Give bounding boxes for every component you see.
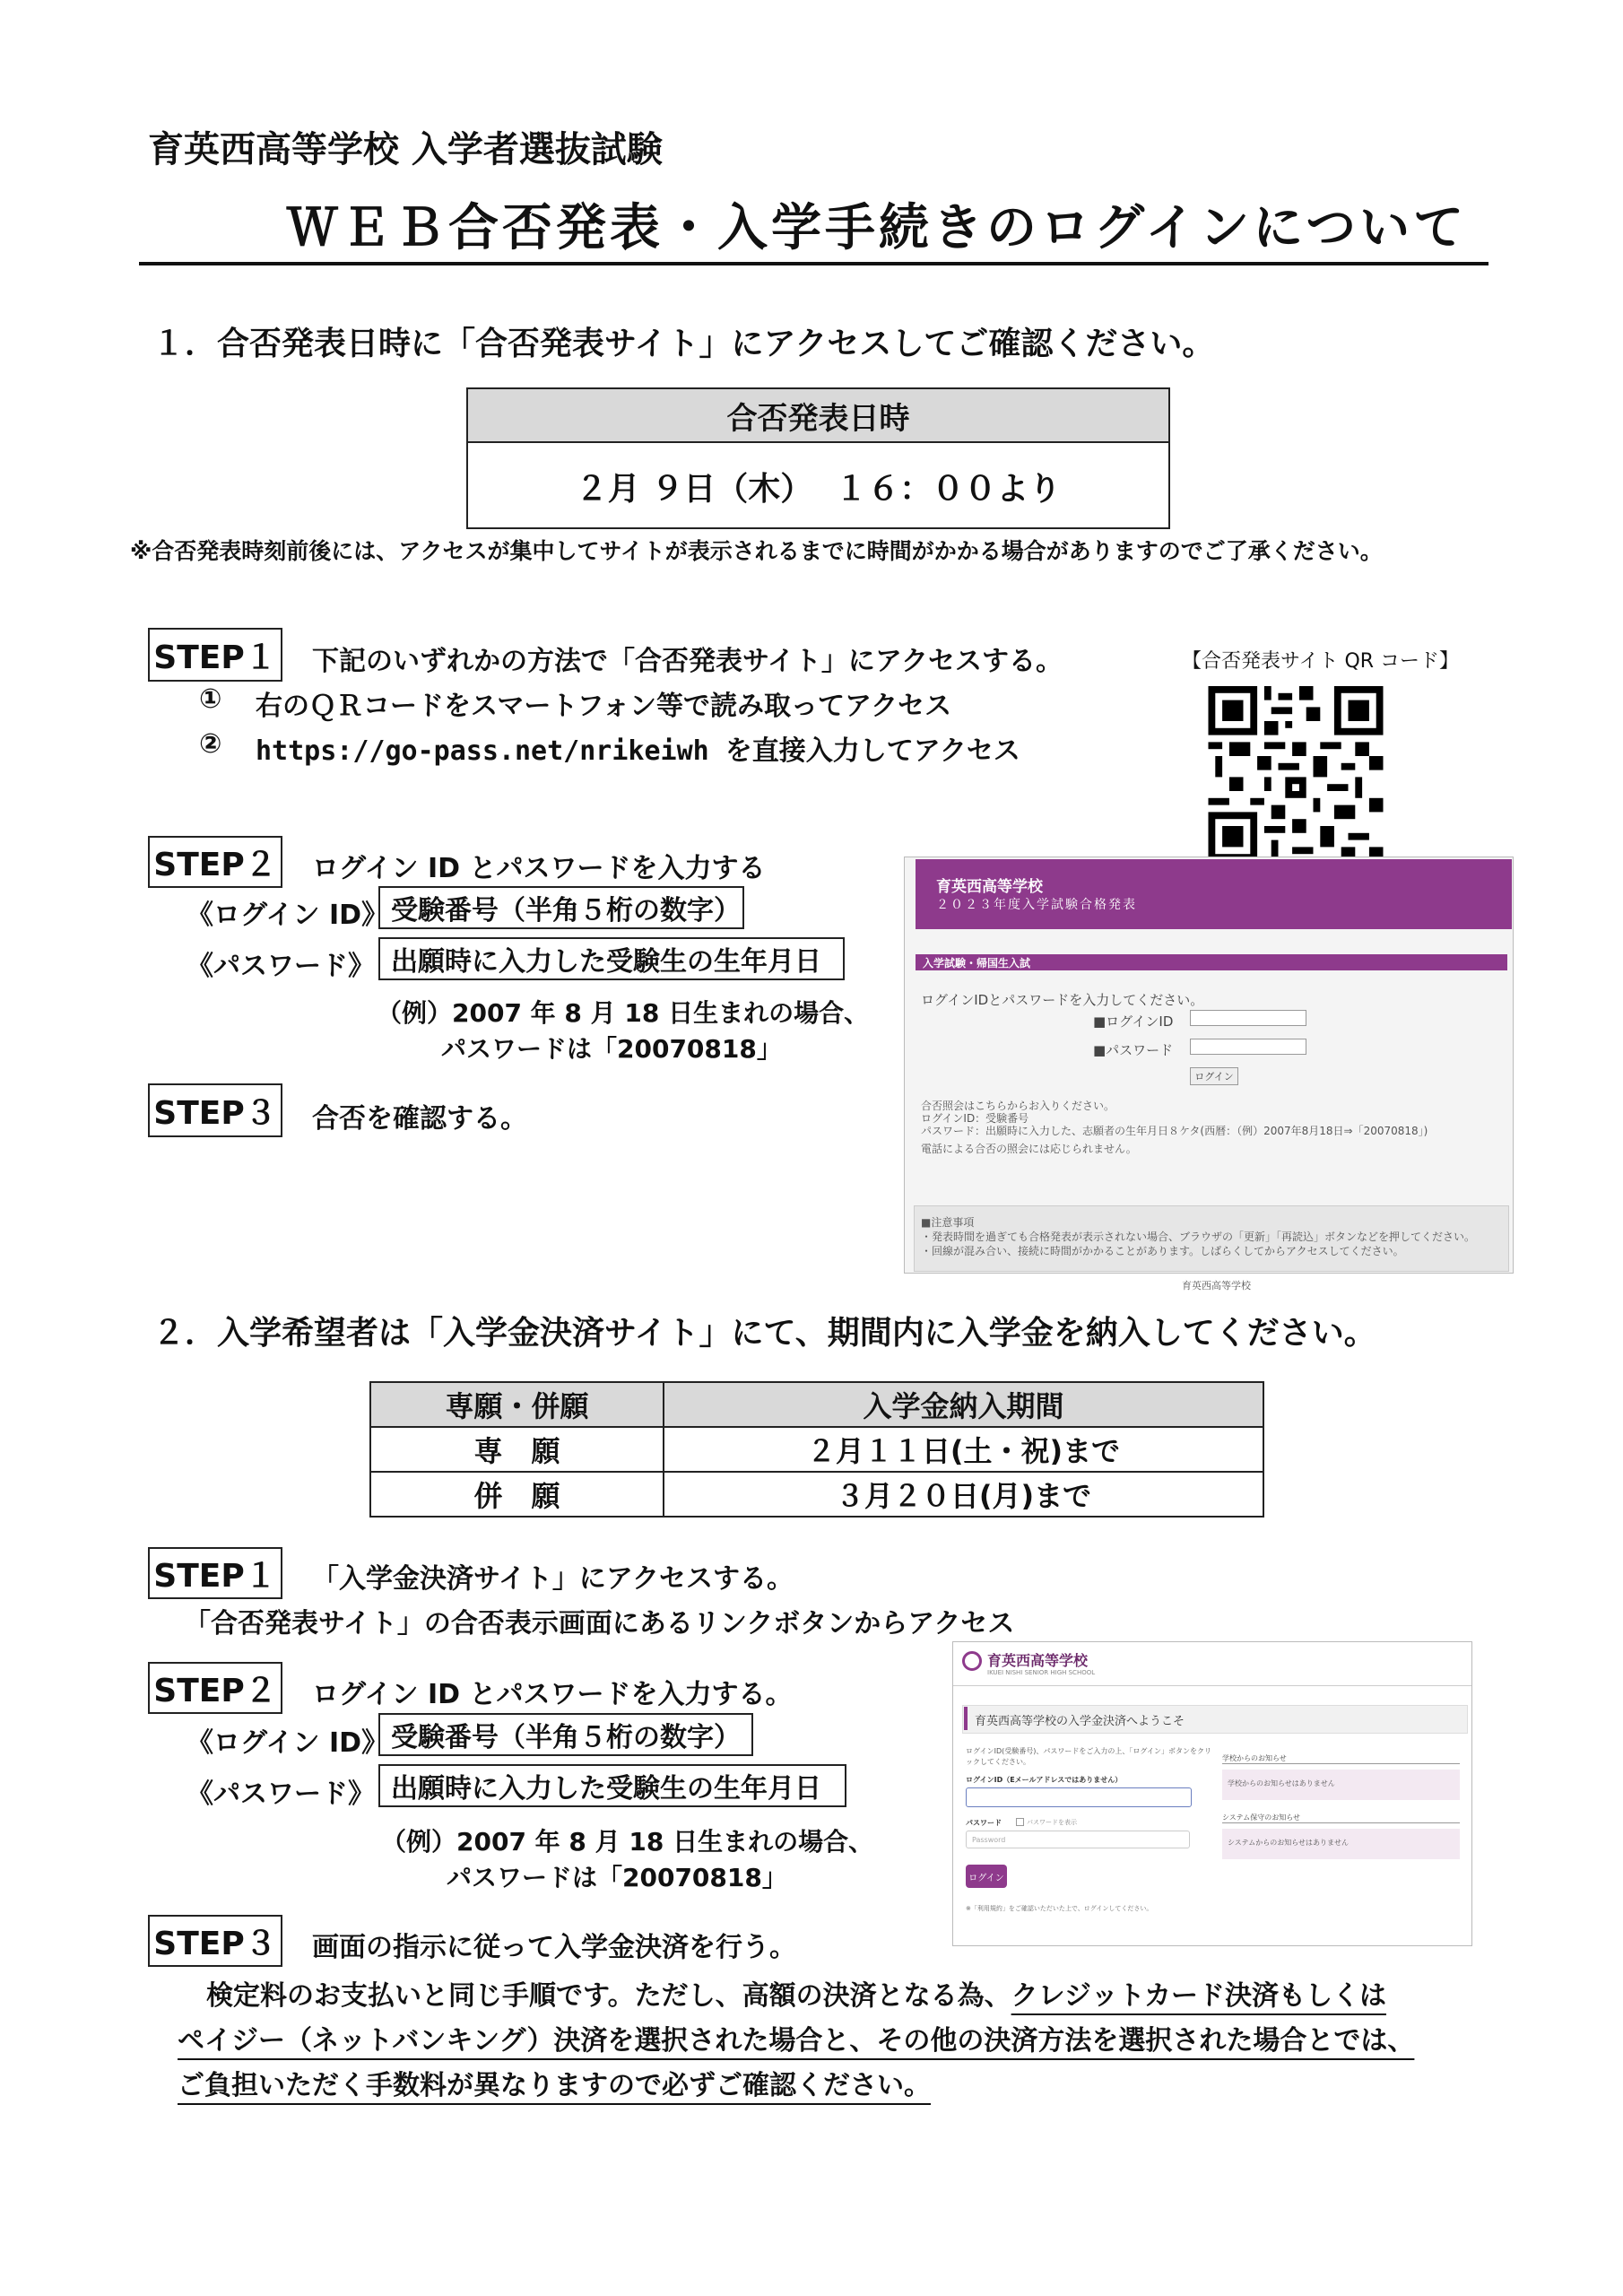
results-site-note2: ・回線が混み合い、接続に時間がかかることがあります。しばらくしてからアクセスしてください。 [921, 1245, 1404, 1257]
payment-site-side2-text: システムからのお知らせはありません [1222, 1829, 1460, 1859]
password-value: 出願時に入力した受験生の生年月日 [378, 937, 845, 980]
results-site-info1: 合否照会はこちらからお入りください。 [921, 1100, 1115, 1112]
results-site-id-label: ■ログインID [1093, 1013, 1174, 1030]
section2-heading: ２．入学希望者は「入学金決済サイト」にて、期間内に入学金を納入してください。 [152, 1315, 1376, 1352]
payment-site-faq: ※「利用規約」をご確認いただいた上で、ログインしてください。 [966, 1905, 1153, 1912]
password-example-line2: パスワードは「20070818」 [441, 1034, 782, 1064]
payment-note-line1-underlined: クレジットカード決済もしくは [1011, 1980, 1386, 2012]
school-exam-title: 育英西高等学校 入学者選抜試験 [148, 129, 663, 170]
payment-password-example-line2: パスワードは「20070818」 [447, 1863, 787, 1892]
option1-text: 右のＱＲコードをスマートフォン等で読み取ってアクセス [256, 691, 952, 722]
step1-text: 下記のいずれかの方法で「合否発表サイト」にアクセスする。 [312, 646, 1063, 677]
title-divider [139, 262, 1488, 265]
payment-login-id-key: 《ログイン ID》 [187, 1727, 389, 1759]
section1-heading: １．合否発表日時に「合否発表サイト」にアクセスしてご確認ください。 [152, 326, 1215, 362]
payment-site-welcome: 育英西高等学校の入学金決済へようこそ [975, 1715, 1185, 1728]
payment-site-side2-title: システム保守のお知らせ [1222, 1813, 1460, 1823]
payment-period-table [369, 1381, 1264, 1518]
payment-site-school-en: IKUEI NISHI SENIOR HIGH SCHOOL [987, 1669, 1096, 1676]
payment-site-side1-text: 学校からのお知らせはありません [1222, 1770, 1460, 1800]
payment-note-line1-plain: 検定料のお支払いと同じ手順です。ただし、高額の決済となる為、 [206, 1980, 1011, 2012]
payment-row-period: ２月１１日(土・祝)まで [664, 1427, 1263, 1472]
payment-table-header-period: 入学金納入期間 [664, 1382, 1263, 1427]
qr-caption: 【合否発表サイト QR コード】 [1182, 650, 1460, 673]
payment-step2-text: ログイン ID とパスワードを入力する。 [312, 1679, 793, 1710]
password-example-line1: （例）2007 年 8 月 18 日生まれの場合、 [377, 998, 870, 1028]
step2-text: ログイン ID とパスワードを入力する [312, 853, 766, 884]
payment-site-pw-check-label: パスワードを表示 [1027, 1819, 1077, 1826]
payment-password-example-line1: （例）2007 年 8 月 18 日生まれの場合、 [381, 1827, 874, 1857]
results-site-pw-label: ■パスワード [1093, 1042, 1174, 1058]
login-id-key: 《ログイン ID》 [187, 900, 389, 931]
payment-step2-badge: STEP２ [148, 1662, 282, 1714]
results-site-pw-input[interactable] [1190, 1039, 1306, 1055]
payment-site-pw-label: パスワード [966, 1819, 1002, 1827]
step3-badge: STEP３ [148, 1083, 282, 1137]
show-password-checkbox[interactable] [1016, 1818, 1024, 1826]
step3-text: 合否を確認する。 [312, 1103, 527, 1135]
payment-site-id-label: ログインID（Eメールアドレスではありません） [966, 1776, 1123, 1784]
payment-row-type: 専 願 [370, 1427, 664, 1472]
results-site-school: 育英西高等学校 [936, 878, 1043, 896]
payment-site-id-input[interactable] [966, 1787, 1192, 1807]
results-site-info3: パスワード：出願時に入力した、志願者の生年月日８ケタ(西暦：（例）2007年8月18日⇒「20070818」) [921, 1125, 1428, 1137]
payment-site-screenshot [952, 1641, 1472, 1946]
access-note: ※合否発表時刻前後には、アクセスが集中してサイトが表示されるまでに時間がかかる場合がありますのでご了承ください。 [130, 538, 1383, 564]
results-site-id-input[interactable] [1190, 1010, 1306, 1026]
option1-number: ① [199, 683, 222, 715]
payment-row-type: 併 願 [370, 1472, 664, 1517]
results-site-screenshot [904, 857, 1514, 1274]
payment-site-login-button[interactable]: ログイン [966, 1865, 1007, 1888]
results-site-footer: 育英西高等学校 [1182, 1280, 1251, 1292]
step2-badge: STEP２ [148, 836, 282, 888]
payment-note-line3: ご負担いただく手数料が異なりますので必ずご確認ください。 [178, 2070, 931, 2101]
payment-step3-badge: STEP３ [148, 1915, 282, 1967]
step1-badge: STEP１ [148, 628, 282, 682]
payment-step1-text: 「入学金決済サイト」にアクセスする。 [312, 1563, 794, 1595]
payment-note-line2: ペイジー（ネットバンキング）決済を選択された場合と、その他の決済方法を選択された場合とでは、 [178, 2025, 1415, 2057]
results-site-info4: 電話による合否の照会には応じられません。 [921, 1143, 1137, 1155]
login-id-value: 受験番号（半角５桁の数字） [378, 886, 744, 929]
school-crest-icon [962, 1651, 982, 1671]
results-site-note1: ・発表時間を過ぎても合格発表が表示されない場合、ブラウザの「更新」「再読込」ボタンなどを押してください。 [921, 1231, 1476, 1243]
payment-table-header-type: 専願・併願 [370, 1382, 664, 1427]
results-site-subtitle: ２０２３年度入学試験合格発表 [936, 898, 1137, 912]
payment-step1-badge: STEP１ [148, 1547, 282, 1599]
payment-step1-sub: 「合否発表サイト」の合否表示画面にあるリンクボタンからアクセス [184, 1608, 1015, 1639]
results-site-instruction: ログインIDとパスワードを入力してください。 [921, 992, 1204, 1008]
qr-code-icon[interactable] [1206, 686, 1385, 861]
results-site-login-button[interactable]: ログイン [1190, 1067, 1238, 1085]
announcement-date-table [466, 387, 1170, 529]
announcement-date-header: 合否発表日時 [468, 389, 1168, 443]
payment-note-line1 [206, 1973, 1386, 2013]
payment-login-id-value: 受験番号（半角５桁の数字） [378, 1713, 753, 1756]
payment-step3-text: 画面の指示に従って入学金決済を行う。 [312, 1932, 796, 1963]
results-site-notes-title: ■注意事項 [921, 1216, 975, 1229]
option2-number: ② [199, 728, 222, 760]
results-site-bar-label: 入学試験・帰国生入試 [923, 957, 1031, 970]
payment-password-value: 出願時に入力した受験生の生年月日 [378, 1764, 846, 1807]
page-title: ＷＥＢ合否発表・入学手続きのログインについて [287, 199, 1468, 257]
payment-password-key: 《パスワード》 [187, 1779, 375, 1810]
payment-row-period: ３月２０日(月)まで [664, 1472, 1263, 1517]
welcome-accent [964, 1707, 968, 1730]
option2-url[interactable]: https://go-pass.net/nrikeiwh を直接入力してアクセス [256, 735, 1020, 767]
payment-site-instruction: ログインID(受験番号)、パスワードをご入力の上、「ログイン」ボタンをクリックしてください。 [966, 1747, 1211, 1766]
payment-site-school: 育英西高等学校 [987, 1652, 1089, 1669]
results-site-info2: ログインID：受験番号 [921, 1112, 1029, 1125]
payment-site-side1-title: 学校からのお知らせ [1222, 1753, 1460, 1764]
payment-site-pw-input[interactable]: Password [966, 1831, 1190, 1848]
announcement-date-value: ２月 ９日（木） １６：００より [575, 470, 1062, 508]
password-key: 《パスワード》 [187, 951, 375, 982]
